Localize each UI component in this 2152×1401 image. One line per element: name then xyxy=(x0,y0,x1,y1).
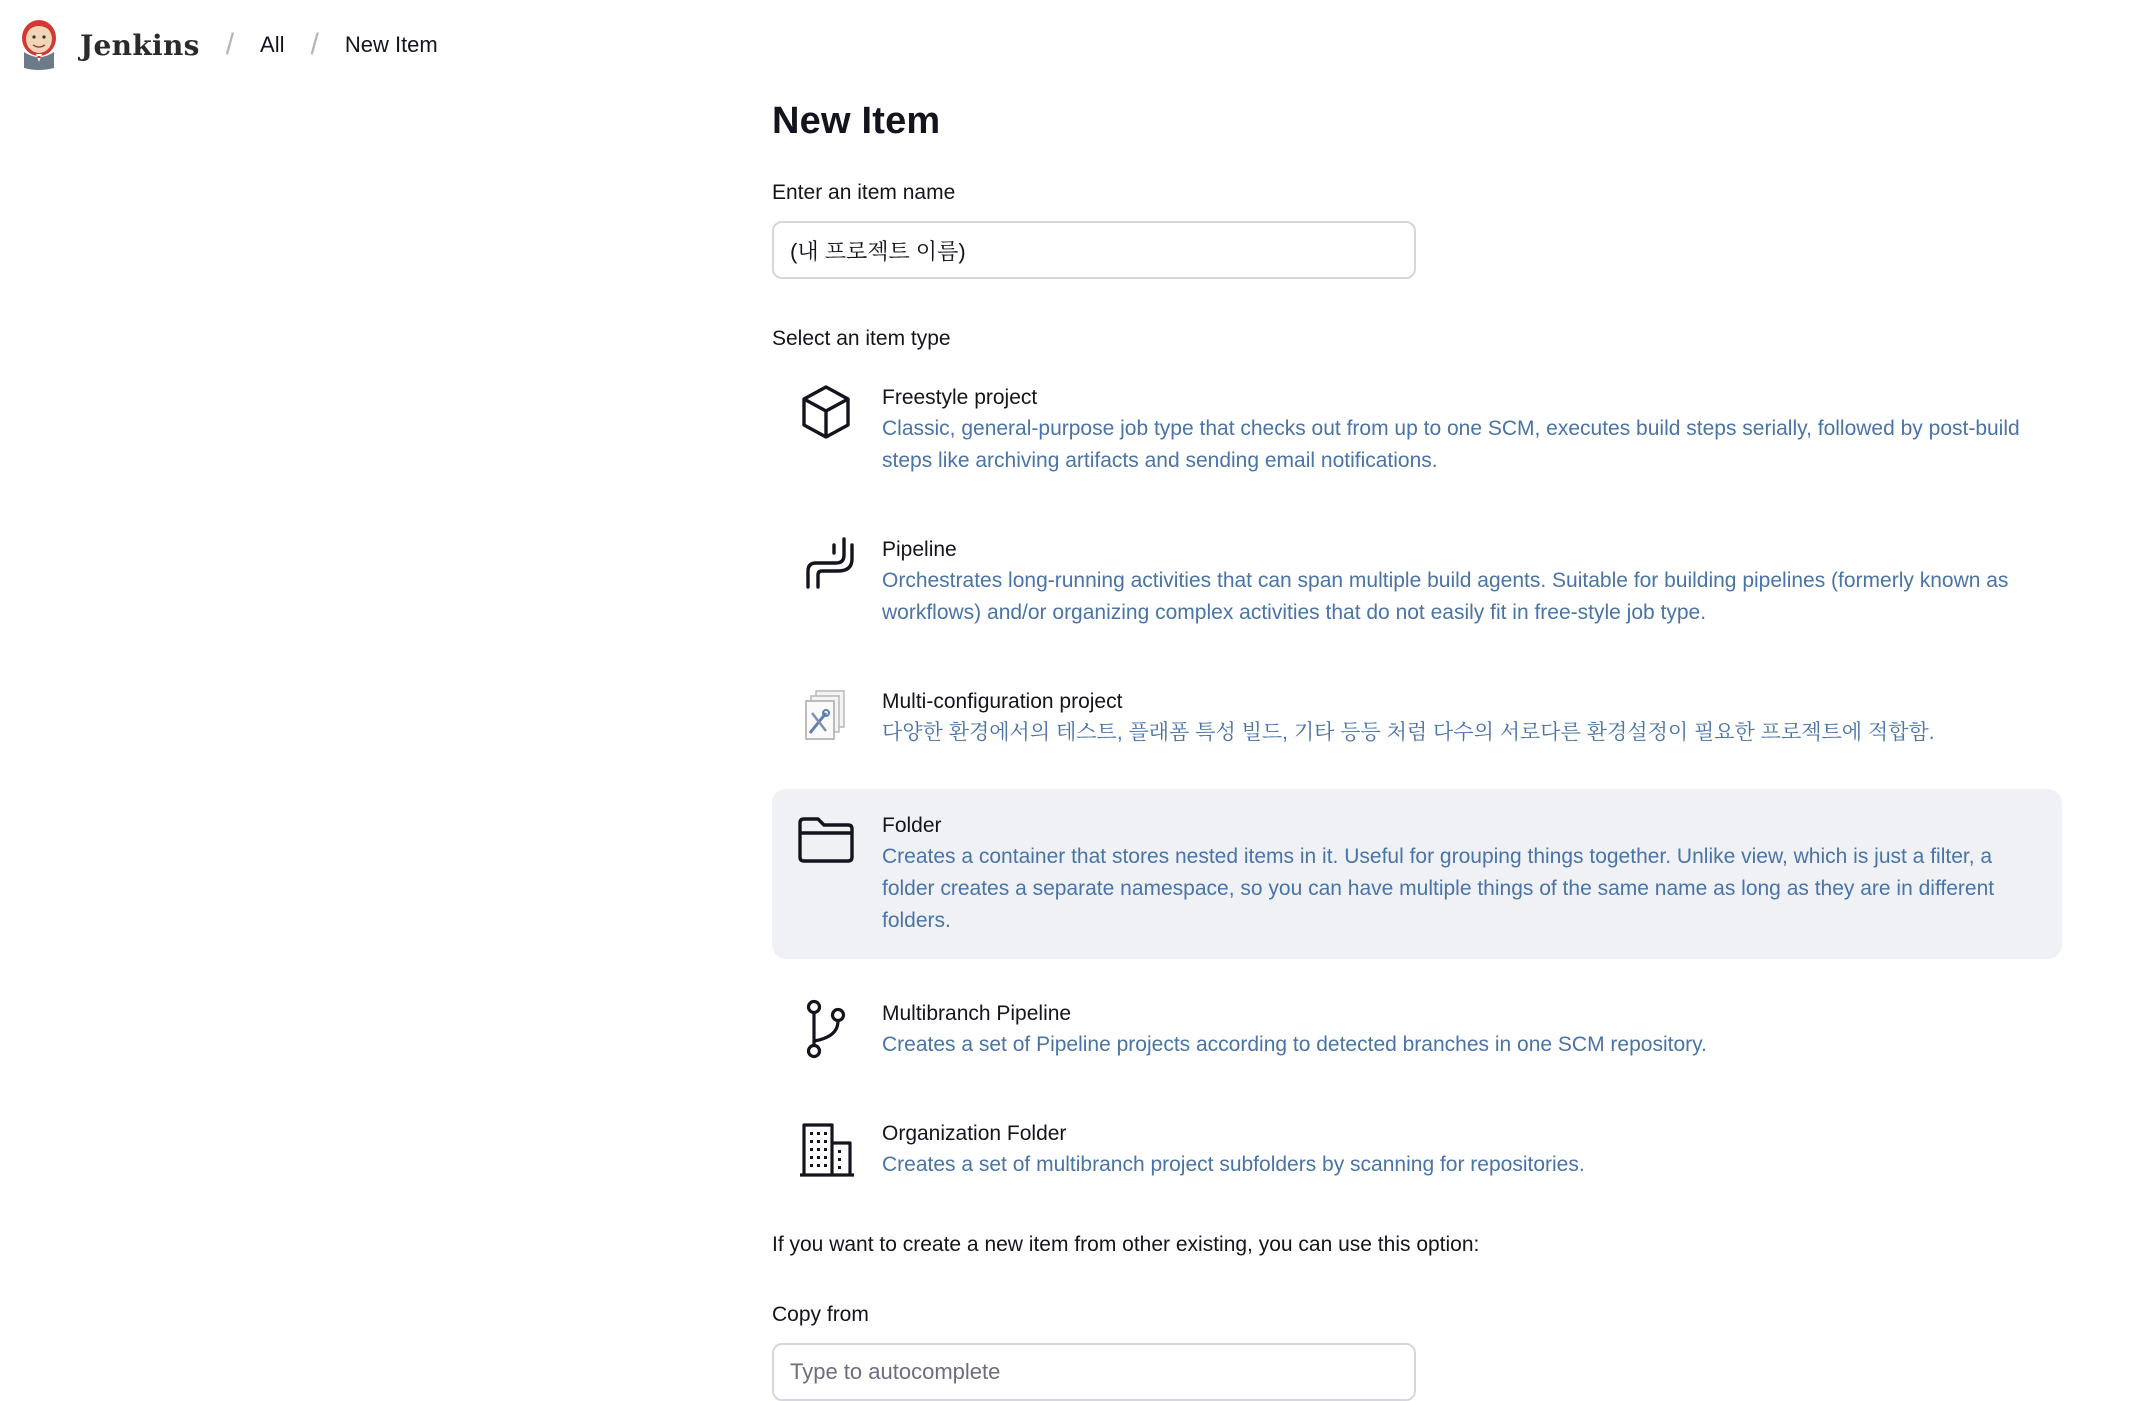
item-type-list xyxy=(772,365,2062,1199)
item-type-pipeline[interactable] xyxy=(772,517,2062,647)
jenkins-butler-icon xyxy=(18,18,60,72)
pipeline-icon xyxy=(794,533,858,597)
copy-from-hint: If you want to create a new item from other existing, you can use this option: xyxy=(772,1233,1480,1256)
item-type-multi-configuration[interactable] xyxy=(772,669,2062,767)
brand-name[interactable]: Jenkins xyxy=(80,28,200,62)
item-name-input[interactable] xyxy=(772,221,1416,279)
breadcrumb-separator: / xyxy=(225,28,235,61)
main-content xyxy=(772,90,2072,1401)
item-type-description: Creates a set of Pipeline projects according to detected branches in one SCM repository. xyxy=(882,1033,1707,1056)
item-type-name: Pipeline xyxy=(882,538,957,561)
item-type-label: Select an item type xyxy=(772,327,951,350)
item-type-description: Orchestrates long-running activities that can span multiple build agents. Suitable for building pipelines (formerly known as workflows) and/or organizing complex activities that do not easily fit in free-style job type. xyxy=(882,569,2009,624)
copy-from-input[interactable] xyxy=(772,1343,1416,1401)
cube-icon xyxy=(794,381,858,445)
item-type-name: Organization Folder xyxy=(882,1122,1067,1145)
folder-icon xyxy=(794,809,858,873)
item-type-description: Classic, general-purpose job type that checks out from up to one SCM, executes build steps serially, followed by post-build steps like archiving artifacts and sending email notifications. xyxy=(882,417,2020,472)
page-title: New Item xyxy=(772,100,941,142)
item-type-folder[interactable] xyxy=(772,789,2062,959)
item-type-multibranch-pipeline[interactable] xyxy=(772,981,2062,1079)
top-bar xyxy=(0,0,2152,90)
item-type-name: Folder xyxy=(882,814,942,837)
item-type-description: 다양한 환경에서의 테스트, 플래폼 특성 빌드, 기타 등등 처럼 다수의 서로다른 환경설정이 필요한 프로젝트에 적합함. xyxy=(882,721,1935,744)
item-type-organization-folder[interactable] xyxy=(772,1101,2062,1199)
copy-from-label: Copy from xyxy=(772,1303,869,1326)
multi-config-icon xyxy=(794,685,858,749)
jenkins-logo[interactable] xyxy=(18,18,60,72)
item-type-description: Creates a container that stores nested items in it. Useful for grouping things together. Unlike view, which is just a filter, a folder creates a separate namespace, so you can have multiple things of the same name as long as they are in different folders. xyxy=(882,845,1995,932)
branch-icon xyxy=(794,997,858,1061)
building-icon xyxy=(794,1117,858,1181)
breadcrumb-separator: / xyxy=(310,28,319,61)
item-type-name: Multibranch Pipeline xyxy=(882,1002,1072,1025)
item-type-name: Freestyle project xyxy=(882,386,1038,409)
breadcrumb-all[interactable]: All xyxy=(260,32,285,57)
item-type-freestyle[interactable] xyxy=(772,365,2062,495)
breadcrumb-new-item[interactable]: New Item xyxy=(344,32,438,57)
item-name-label: Enter an item name xyxy=(772,181,956,204)
item-type-name: Multi-configuration project xyxy=(882,690,1123,713)
item-type-description: Creates a set of multibranch project subfolders by scanning for repositories. xyxy=(882,1153,1585,1176)
